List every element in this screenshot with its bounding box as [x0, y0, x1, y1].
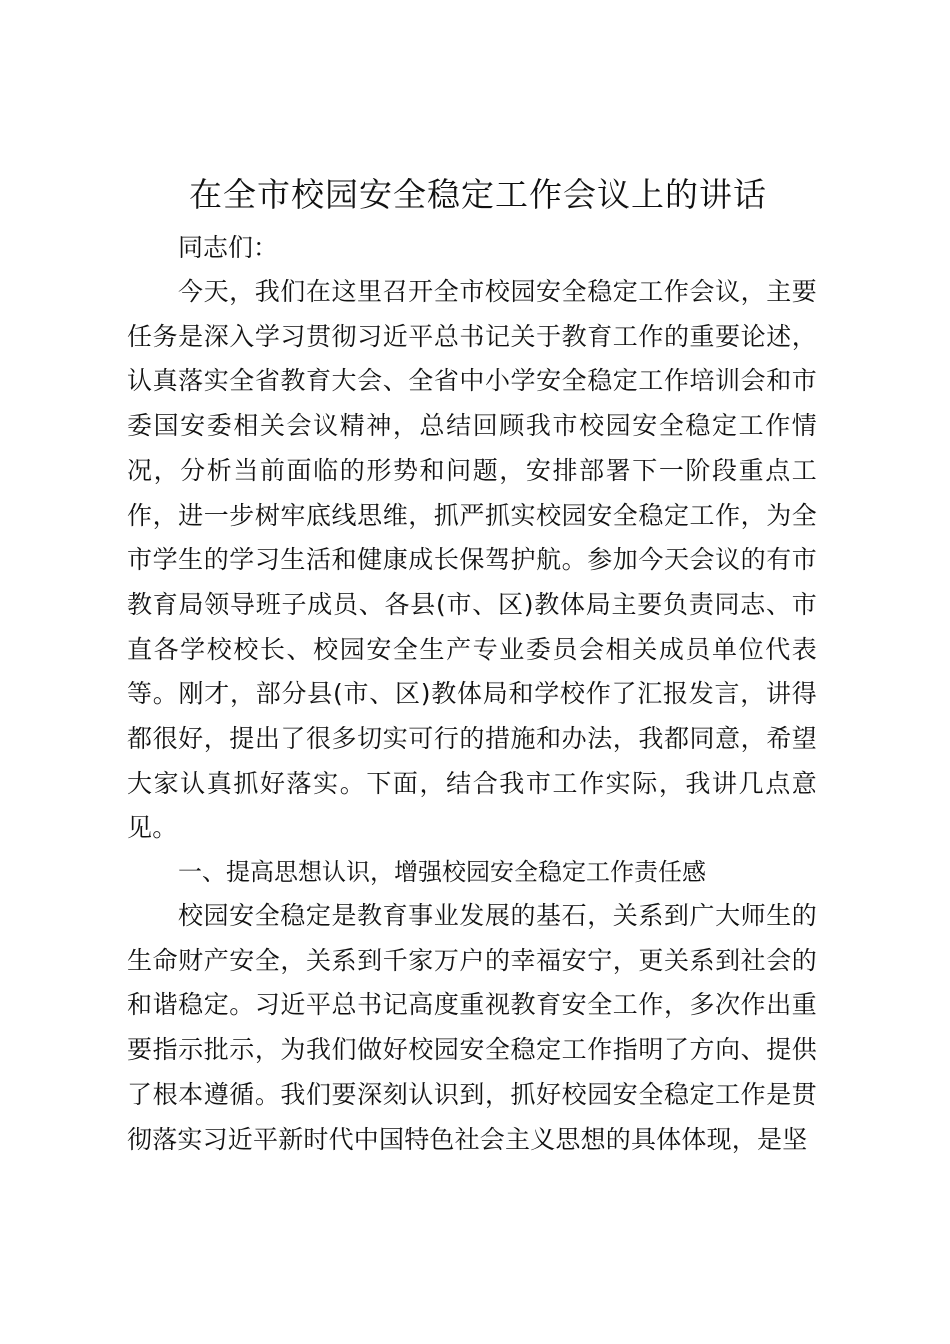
paragraph-section-1: 校园安全稳定是教育事业发展的基石，关系到广大师生的生命财产安全，关系到千家万户的幸福安宁，更关系到社会的和谐稳定。习近平总书记高度重视教育安全工作，多次作出重要指示批示，为我们做好校园安全稳定工作指明了方向、提供了根本遵循。我们要深刻认识到，抓好校园安全稳定工作是贯彻落实习近平新时代中国特色社会主义思想的具体体现，是坚	[127, 901, 817, 1154]
document-title: 在全市校园安全稳定工作会议上的讲话	[189, 175, 767, 214]
section-heading-1: 一、提高思想认识，增强校园安全稳定工作责任感	[178, 858, 706, 886]
paragraph-opening: 今天，我们在这里召开全市校园安全稳定工作会议，主要任务是深入学习贯彻习近平总书记关于教育工作的重要论述，认真落实全省教育大会、全省中小学安全稳定工作培训会和市委国安委相关会议精神，总结回顾我市校园安全稳定工作情况，分析当前面临的形势和问题，安排部署下一阶段重点工作，进一步树牢底线思维，抓严抓实校园安全稳定工作，为全市学生的学习生活和健康成长保驾护航。参加今天会议的有市教育局领导班子成员、各县(市、区)教体局主要负责同志、市直各学校校长、校园安全生产专业委员会相关成员单位代表等。刚才，部分县(市、区)教体局和学校作了汇报发言，讲得都很好，提出了很多切实可行的措施和办法，我都同意，希望大家认真抓好落实。下面，结合我市工作实际，我讲几点意见。	[127, 277, 817, 843]
salutation: 同志们：	[178, 233, 279, 262]
